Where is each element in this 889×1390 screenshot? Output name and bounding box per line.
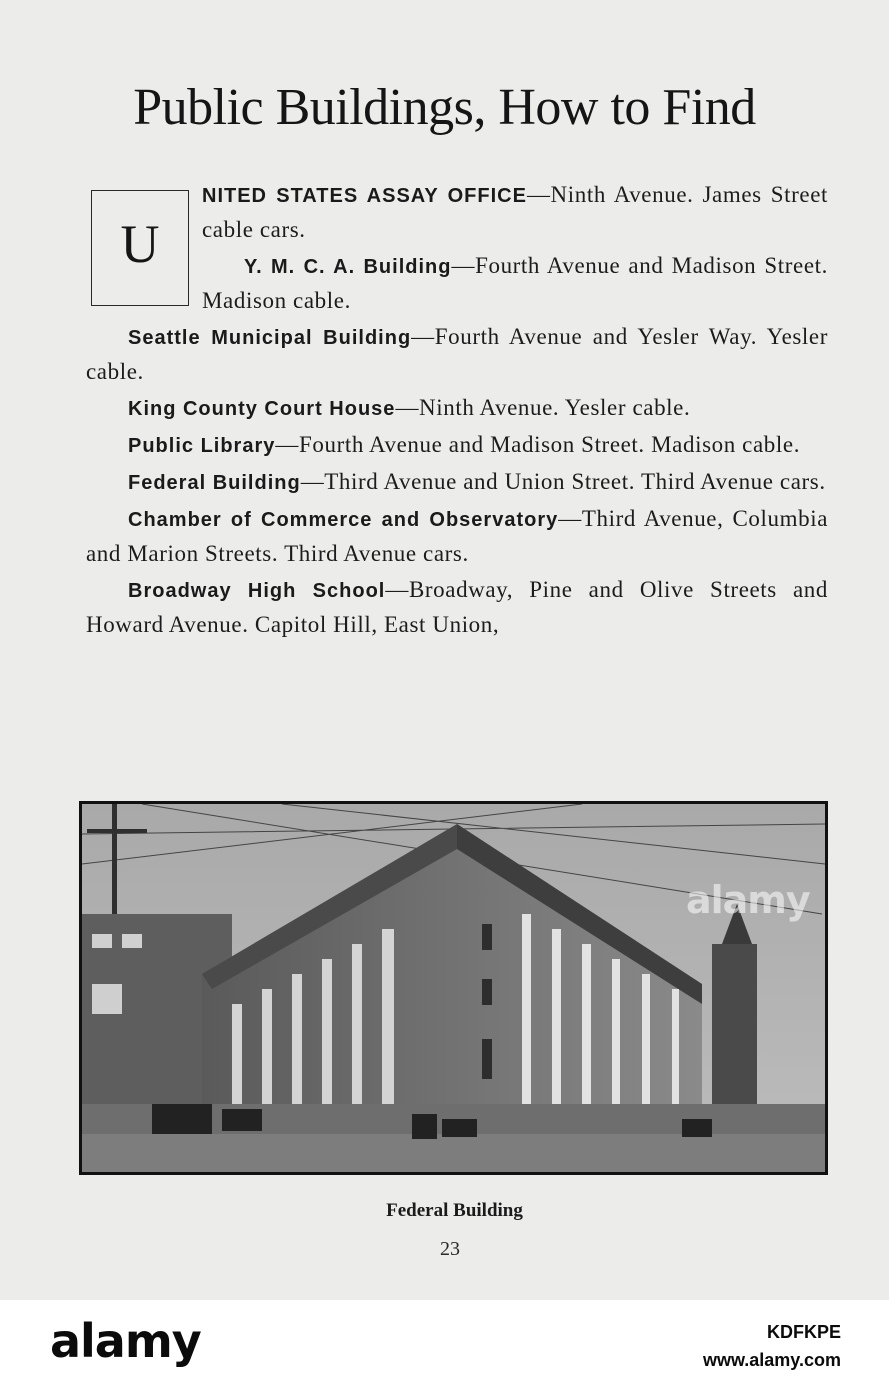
entry-broadway-high-school — [86, 573, 828, 642]
entry-federal-building — [86, 465, 828, 500]
alamy-logo: alamy — [50, 1314, 201, 1368]
site-url: www.alamy.com — [702, 1350, 841, 1370]
entry-chamber-of-commerce — [86, 502, 828, 571]
stock-footer — [0, 1300, 889, 1390]
entry-assay-office — [202, 178, 828, 247]
entry-name: King County Court House — [128, 398, 396, 420]
entry-name: Y. M. C. A. Building — [244, 256, 452, 278]
dropcap-letter: U — [120, 214, 160, 274]
photo-caption: Federal Building — [386, 1200, 523, 1221]
entry-text: —Fourth Avenue and Madison Street. Madison cable. — [275, 432, 801, 457]
entry-text: —Third Avenue and Union Street. Third Avenue cars. — [300, 469, 826, 494]
federal-building-illustration — [82, 804, 825, 1172]
entry-text: —Fourth Avenue and Yesler Way. Yesler cable. — [86, 324, 828, 384]
entry-text: —Ninth Avenue. James Street cable cars. — [202, 182, 828, 242]
federal-building-photo — [79, 801, 828, 1175]
entry-text: —Ninth Avenue. Yesler cable. — [395, 395, 691, 420]
entry-municipal-building — [86, 320, 828, 389]
entry-public-library — [86, 428, 828, 463]
entry-name: Chamber of Commerce and Observatory — [128, 509, 559, 531]
entry-name: NITED STATES ASSAY OFFICE — [202, 185, 527, 207]
entry-name: Broadway High School — [128, 580, 386, 602]
entry-text: —Fourth Avenue and Madison Street. Madison cable. — [202, 253, 828, 313]
image-id: KDFKPE — [766, 1322, 841, 1342]
entry-name: Seattle Municipal Building — [128, 327, 412, 349]
entry-ymca — [202, 249, 828, 318]
entry-name: Federal Building — [128, 472, 301, 494]
entry-court-house — [86, 391, 828, 426]
entry-text: —Third Avenue, Columbia and Marion Streets. Third Avenue cars. — [86, 506, 829, 566]
directory-entries — [86, 178, 828, 644]
entry-text: —Broadway, Pine and Olive Streets and Howard Avenue. Capitol Hill, East Union, — [86, 577, 828, 637]
photo-watermark: alamy — [686, 878, 810, 922]
entry-name: Public Library — [128, 435, 276, 457]
page-number: 23 — [440, 1238, 460, 1260]
page-title: Public Buildings, How to Find — [133, 79, 756, 136]
